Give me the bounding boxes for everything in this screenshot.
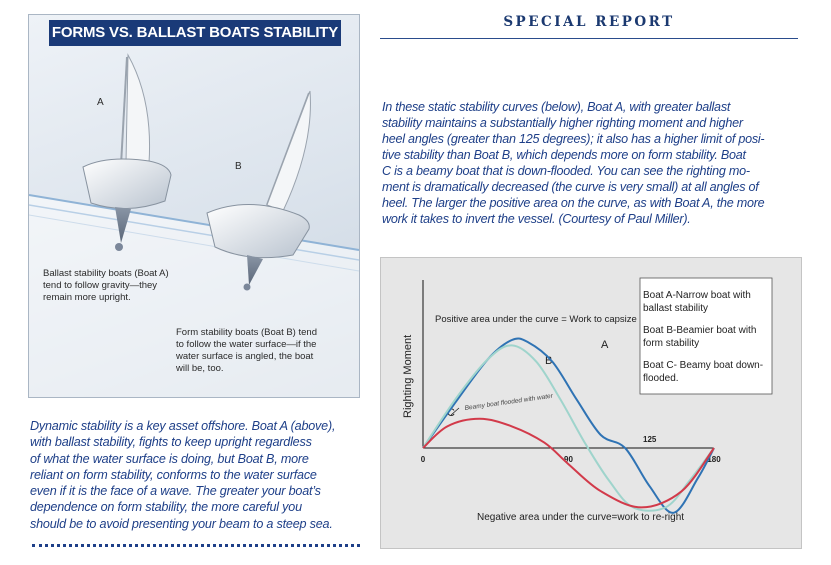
dynamic-stability-text: Dynamic stability is a key asset offshore. Boat A (above), with ballast stability, fights to keep upright regardless of what the water surface is doing, but Boat B, more reliant on form stability, conforms to the water surface even if it is the face of a wave. The greater your boat’s dependence on form stability, the more careful you should be to avoid presenting your beam to a steep sea.	[30, 419, 336, 531]
curve-label-a: A	[601, 339, 609, 351]
stability-chart	[380, 257, 802, 549]
section-header: SPECIAL REPORT	[380, 14, 798, 39]
boat-b-label: B	[235, 161, 242, 172]
chart-svg	[381, 258, 801, 548]
x-tick-90: 90	[564, 455, 573, 464]
dotted-rule	[32, 544, 360, 547]
caption-form: Form stability boats (Boat B) tend to follow the water surface—if the water surface is angled, the boat will be, too.	[176, 327, 317, 374]
caption-ballast: Ballast stability boats (Boat A) tend to follow gravity—they remain more upright.	[43, 268, 169, 303]
panel-title: FORMS VS. BALLAST BOATS STABILITY	[49, 20, 341, 46]
legend-a-line1: Boat A-Narrow boat with	[643, 290, 751, 301]
intro-text: In these static stability curves (below), Boat A, with greater ballast stability maintains a substantially higher righting moment and higher heel angles (greater than 125 degrees); it also has a higher limit of posi- tive stability than Boat B, which depends more on form stability. Boat C is a beamy boat that is down-flooded. You can see the righting mo- ment is dramatically decreased (the curve is very small) at all angles of heel. The larger the positive area on the curve, as with Boat A, the more work it takes to invert the vessel. (Courtesy of Paul Miller).	[382, 100, 765, 226]
curve-label-b: B	[545, 355, 553, 367]
legend-c-line2: flooded.	[643, 373, 679, 384]
boat-a-label: A	[97, 97, 104, 108]
x-tick-0: 0	[420, 455, 426, 464]
series-c-line	[420, 419, 714, 508]
y-axis-label: Righting Moment	[402, 334, 414, 418]
curve-label-c: C	[447, 407, 455, 419]
legend-c-line1: Boat C- Beamy boat down-	[643, 360, 764, 371]
vanishing-angle-label: 125	[643, 435, 657, 444]
illustration-panel	[28, 14, 360, 398]
legend-a-line2: ballast stability	[643, 303, 709, 314]
curve-c-note: Beamy boat flooded with water	[464, 392, 554, 412]
positive-area-annotation: Positive area under the curve = Work to capsize	[435, 314, 637, 325]
x-tick-180: 180	[707, 455, 721, 464]
negative-area-annotation: Negative area under the curve=work to re-right	[477, 512, 685, 523]
legend-b-line2: form stability	[643, 338, 700, 349]
legend-b-line1: Boat B-Beamier boat with	[643, 325, 757, 336]
